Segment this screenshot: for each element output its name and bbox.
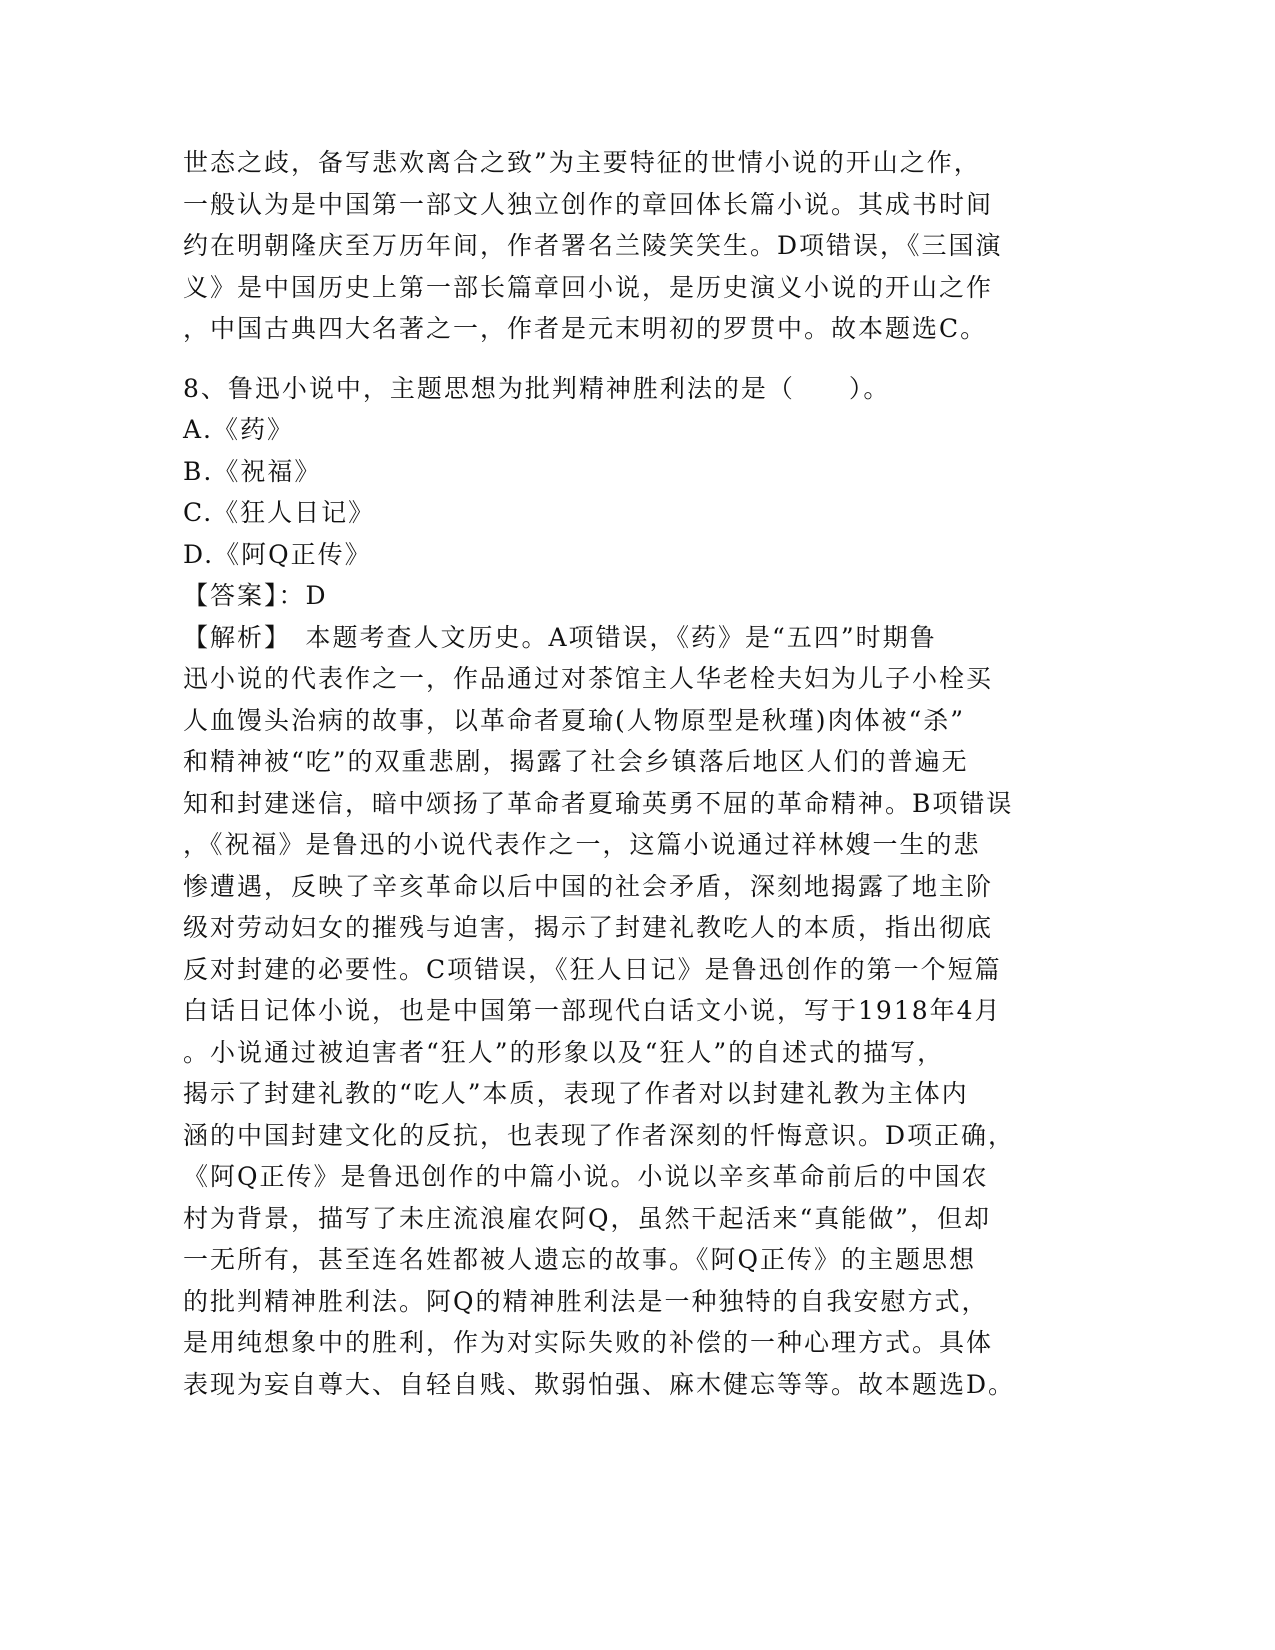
analysis-line: 村为背景，描写了未庄流浪雇农阿Q，虽然干起活来“真能做”，但却: [183, 1203, 992, 1233]
text-line: 世态之歧，备写悲欢离合之致”为主要特征的世情小说的开山之作，: [183, 148, 981, 177]
analysis-line: 是用纯想象中的胜利，作为对实际失败的补偿的一种心理方式。具体: [183, 1328, 994, 1357]
analysis-line: 迅小说的代表作之一，作品通过对茶馆主人华老栓夫妇为儿子小栓买: [183, 664, 994, 693]
question-stem: 8、鲁迅小说中，主题思想为批判精神胜利法的是（ ）。: [183, 373, 891, 403]
text-line: 一般认为是中国第一部文人独立创作的章回体长篇小说。其成书时间: [183, 189, 994, 219]
analysis-line: 人血馒头治病的故事，以革命者夏瑜(人物原型是秋瑾)肉体被“杀”: [183, 705, 966, 735]
answer-line: 【答案】：D: [183, 581, 328, 610]
analysis-line: 级对劳动妇女的摧残与迫害，揭示了封建礼教吃人的本质，指出彻底: [183, 913, 994, 942]
analysis-line: 一无所有，甚至连名姓都被人遗忘的故事。《阿Q正传》的主题思想: [183, 1245, 976, 1274]
analysis-line: 和精神被“吃”的双重悲剧，揭露了社会乡镇落后地区人们的普遍无: [183, 747, 969, 776]
analysis-line: 。小说通过被迫害者“狂人”的形象以及“狂人”的自述式的描写，: [183, 1037, 945, 1067]
option-d: D.《阿Q正传》: [183, 539, 372, 569]
previous-explanation: [183, 142, 1063, 350]
analysis-line: 白话日记体小说，也是中国第一部现代白话文小说，写于1918年4月: [183, 996, 1002, 1025]
analysis-line: 反对封建的必要性。C项错误，《狂人日记》是鲁迅创作的第一个短篇: [183, 954, 1002, 984]
text-line: ，中国古典四大名著之一，作者是元末明初的罗贯中。故本题选C。: [183, 314, 988, 343]
text-line: 义》是中国历史上第一部长篇章回小说，是历史演义小说的开山之作: [183, 272, 994, 302]
page-content: [183, 142, 1063, 1405]
option-c: C.《狂人日记》: [183, 498, 376, 527]
paragraph-gap: [183, 350, 1063, 368]
analysis-line: 知和封建迷信，暗中颂扬了革命者夏瑜英勇不屈的革命精神。B项错误: [183, 788, 1014, 818]
analysis-line: 【解析】 本题考查人文历史。A项错误，《药》是“五四”时期鲁: [183, 622, 937, 652]
analysis-block: [183, 617, 1063, 1406]
option-a: A.《药》: [183, 415, 295, 444]
option-b: B.《祝福》: [183, 456, 322, 486]
analysis-line: 揭示了封建礼教的“吃人”本质，表现了作者对以封建礼教为主体内: [183, 1079, 969, 1108]
analysis-line: 涵的中国封建文化的反抗，也表现了作者深刻的忏悔意识。D项正确，: [183, 1120, 1016, 1150]
analysis-line: 惨遭遇，反映了辛亥革命以后中国的社会矛盾，深刻地揭露了地主阶: [183, 871, 994, 901]
analysis-line: 表现为妄自尊大、自轻自贱、欺弱怕强、麻木健忘等等。故本题选D。: [183, 1369, 1016, 1399]
analysis-line: 的批判精神胜利法。阿Q的精神胜利法是一种独特的自我安慰方式，: [183, 1286, 989, 1316]
analysis-line: 《阿Q正传》是鲁迅创作的中篇小说。小说以辛亥革命前后的中国农: [183, 1162, 989, 1191]
analysis-line: ，《祝福》是鲁迅的小说代表作之一，这篇小说通过祥林嫂一生的悲: [183, 830, 981, 859]
text-line: 约在明朝隆庆至万历年间，作者署名兰陵笑笑生。D项错误，《三国演: [183, 231, 1003, 260]
question-block: [183, 368, 1063, 1406]
